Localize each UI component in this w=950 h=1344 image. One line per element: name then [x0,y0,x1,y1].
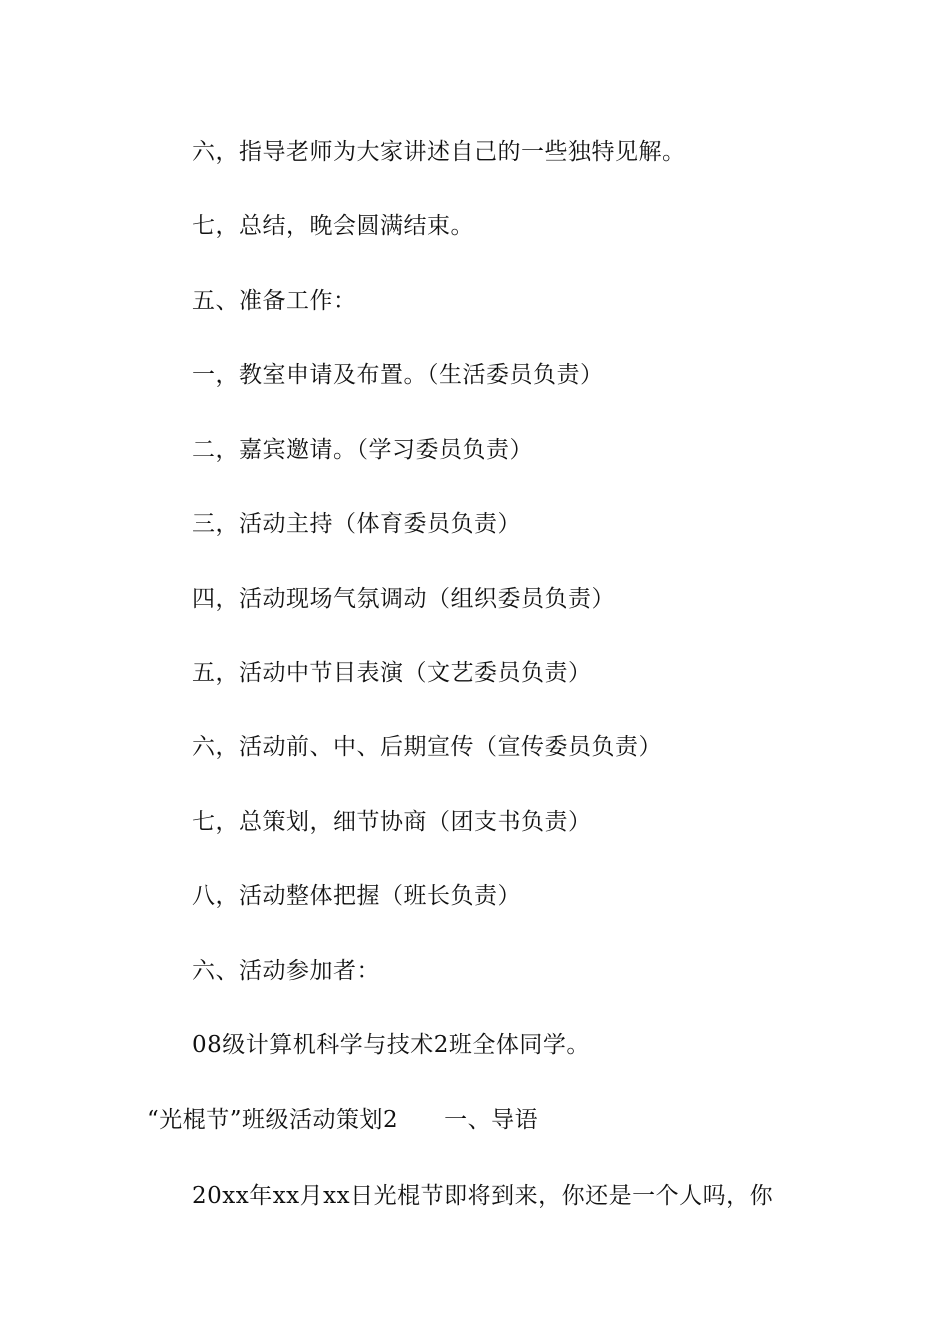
list-item: 二，嘉宾邀请。（学习委员负责） [192,437,533,463]
paragraph-line: 08级计算机科学与技术2班全体同学。 [192,1032,590,1058]
list-item: 一，教室申请及布置。（生活委员负责） [192,362,604,388]
list-item: 八，活动整体把握（班长负责） [192,883,521,909]
paragraph-line: 六，指导老师为大家讲述自己的一些独特见解。 [192,139,686,165]
section-title: “光棍节”班级活动策划2 [147,1107,399,1133]
paragraph-line: 20xx年xx月xx日光棍节即将到来，你还是一个人吗，你 [192,1183,774,1209]
section-heading: 六、活动参加者： [192,958,380,984]
list-item: 七，总策划，细节协商（团支书负责） [192,809,592,835]
list-item: 四，活动现场气氛调动（组织委员负责） [192,586,615,612]
list-item: 六，活动前、中、后期宣传（宣传委员负责） [192,734,662,760]
list-item: 三，活动主持（体育委员负责） [192,511,521,537]
section-subtitle: 一、导语 [444,1107,539,1133]
section-title-line [147,1105,538,1135]
section-heading: 五、准备工作： [192,288,357,314]
paragraph-line: 七，总结，晚会圆满结束。 [192,213,474,239]
list-item: 五，活动中节目表演（文艺委员负责） [192,660,592,686]
